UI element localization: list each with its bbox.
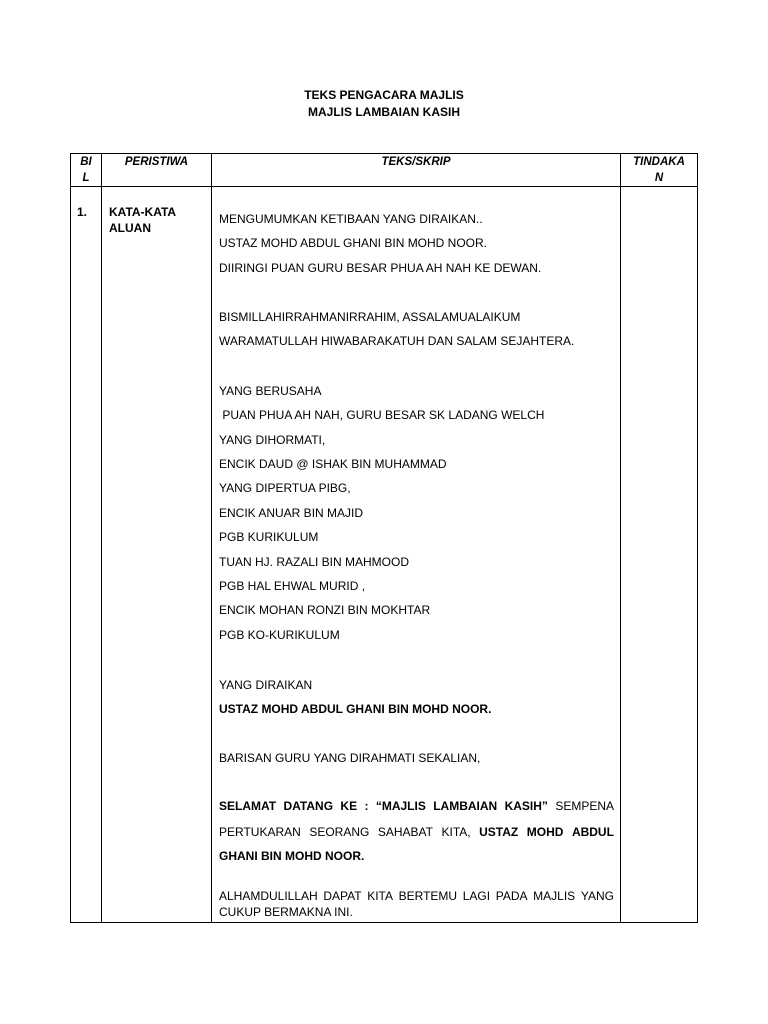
script-line: DIIRINGI PUAN GURU BESAR PHUA AH NAH KE DEWAN.: [219, 261, 542, 275]
word: KASIH”: [504, 799, 548, 813]
word: KITA,: [441, 825, 471, 839]
header-bil: BI L: [80, 156, 92, 184]
script-line-justified: [219, 825, 614, 839]
table-border-left: [70, 153, 71, 923]
word: SELAMAT: [219, 799, 277, 813]
script-line-justified: [219, 799, 614, 813]
table-border-col-2: [211, 153, 212, 923]
script-line: BISMILLAHIRRAHMANIRRAHIM, ASSALAMUALAIKUM: [219, 310, 521, 324]
word: SEMPENA: [555, 799, 614, 813]
script-line: YANG DIHORMATI,: [219, 433, 326, 447]
word: USTAZ: [479, 825, 519, 839]
word: LAMBAIAN: [433, 799, 498, 813]
table-border-col-1: [101, 153, 102, 923]
table-border-bottom: [70, 922, 698, 923]
row-event: KATA-KATA ALUAN: [109, 205, 177, 235]
word: KITA: [367, 889, 393, 903]
table-border-col-3: [620, 153, 621, 923]
script-line: PUAN PHUA AH NAH, GURU BESAR SK LADANG WELCH: [219, 408, 545, 422]
document-title-line-1: TEKS PENGACARA MAJLIS: [304, 88, 464, 102]
word: SAHABAT: [377, 825, 433, 839]
word: “MAJLIS: [375, 799, 426, 813]
word: LAGI: [462, 889, 491, 903]
script-line: TUAN HJ. RAZALI BIN MAHMOOD: [219, 555, 410, 569]
script-line: USTAZ MOHD ABDUL GHANI BIN MOHD NOOR.: [219, 702, 492, 716]
script-line: WARAMATULLAH HIWABARAKATUH DAN SALAM SEJAHTERA.: [219, 334, 575, 348]
word: KE: [340, 799, 358, 813]
word: DAPAT: [323, 889, 362, 903]
header-peristiwa: PERISTIWA: [124, 156, 189, 168]
script-line: YANG BERUSAHA: [219, 384, 322, 398]
script-line: ENCIK DAUD @ ISHAK BIN MUHAMMAD: [219, 457, 447, 471]
table-header-divider: [70, 186, 698, 187]
word: MAJLIS: [533, 889, 576, 903]
script-line: YANG DIRAIKAN: [219, 678, 313, 692]
word: ALHAMDULILLAH: [219, 889, 318, 903]
word: MOHD: [526, 825, 564, 839]
word: DATANG: [283, 799, 334, 813]
header-tindakan: TINDAKA N: [633, 156, 685, 184]
script-line: PGB HAL EHWAL MURID ,: [219, 579, 366, 593]
document-title-line-2: MAJLIS LAMBAIAN KASIH: [308, 105, 460, 119]
word: SEORANG: [309, 825, 370, 839]
script-line: PGB KURIKULUM: [219, 530, 319, 544]
script-line: PGB KO-KURIKULUM: [219, 628, 340, 642]
script-line: ENCIK ANUAR BIN MAJID: [219, 506, 364, 520]
script-line: ENCIK MOHAN RONZI BIN MOKHTAR: [219, 603, 431, 617]
row-number: 1.: [77, 205, 88, 219]
script-line: USTAZ MOHD ABDUL GHANI BIN MOHD NOOR.: [219, 236, 488, 250]
word: :: [364, 799, 369, 813]
word: PERTUKARAN: [219, 825, 301, 839]
script-line: BARISAN GURU YANG DIRAHMATI SEKALIAN,: [219, 751, 481, 765]
script-line: YANG DIPERTUA PIBG,: [219, 481, 351, 495]
script-line-justified: [219, 889, 614, 903]
word: YANG: [580, 889, 614, 903]
table-border-right: [697, 153, 698, 923]
header-teks-skrip: TEKS/SKRIP: [381, 156, 451, 168]
word: PADA: [495, 889, 528, 903]
script-line: GHANI BIN MOHD NOOR.: [219, 849, 365, 863]
script-line: CUKUP BERMAKNA INI.: [219, 905, 353, 919]
script-line: MENGUMUMKAN KETIBAAN YANG DIRAIKAN..: [219, 212, 483, 226]
word: ABDUL: [571, 825, 614, 839]
word: BERTEMU: [398, 889, 458, 903]
